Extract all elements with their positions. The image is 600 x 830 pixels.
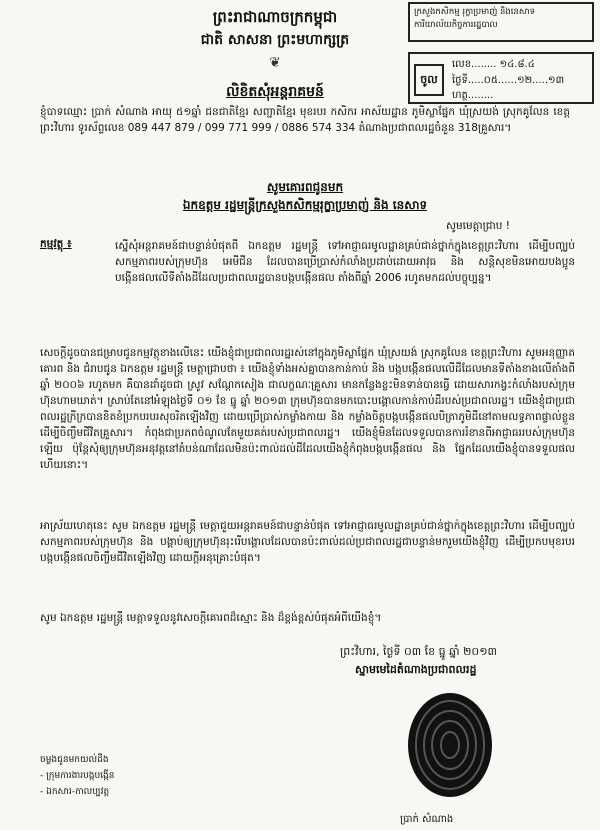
date-line: ព្រះវិហារ, ថ្ងៃទី ០៣ ខែ ធ្នូ ឆ្នាំ ២០១៣: [340, 645, 497, 658]
registration-date: ថ្ងៃទី.....០៥......១២.....១៣: [452, 75, 565, 86]
signer-title: ស្នាមមេដៃតំណាងប្រជាពលរដ្ឋ: [355, 663, 477, 676]
addressee-name: ឯកឧត្តម រដ្ឋមន្ត្រីក្រសួងកសិកម្មរុក្ខាប្រមាញ់ និង នេសាទ: [182, 198, 428, 212]
closing-paragraph: សូម ឯកឧត្តម រដ្ឋមន្ត្រី មេត្តាទទួលនូវសេចក្តីគោរពដ៏ស្មោះ និង ដ៏ខ្ពង់ខ្ពស់បំផុតអំពីយើងខ្ញុំ។: [40, 612, 382, 624]
motto-heading: ជាតិ សាសនា ព្រះមហាក្សត្រ: [200, 32, 350, 48]
registration-tag: ចូល: [414, 64, 444, 96]
cc-item: - ក្រុមការងារបង្កបង្កើន: [40, 771, 115, 781]
cc-item: - ឯកសារ-កាលប្បវត្ត: [40, 787, 110, 797]
body-paragraph-1: សេចក្តីដូចបានជម្រាបជូនកម្មវត្ថុខាងលើនេះ យើងខ្ញុំជាប្រជាពលរដ្ឋរស់នៅក្នុងភូមិស្លាផ្នែក ឃុំស្រយង់ ស្រុកគូលែន ខេត្តព្រះវិហារ សូមអនុញ្ញាតគោរព និង ជំរាបជូន ឯកឧត្តម រដ្ឋមន្ត្រី មេត្តាជ្រាបថា ៖ យើងខ្ញុំទាំងអស់គ្នាបានកាន់កាប់ និង បង្កបង្កើនផលលើដីដែលមានទីតាំងខាងលើតាំងពីឆ្នាំ ២០០៦ រហូតមក គឺបានដាំដូចជា ស្រូវ សណ្តែកសៀង ជាលក្ខណៈគ្រួសារ មានកន្លែងខ្លះមិនទាន់បានធ្វើ ដោយសារកង្វះកំលាំងរបស់ក្រុមហ៊ុនហាមឃាត់។ ស្រាប់តែនៅអំឡុងថ្ងៃទី ០១ ខែ ធ្នូ ឆ្នាំ ២០១៣ ក្រុមហ៊ុនបានមកបោះបង្គោលកាន់កាប់ដីរបស់ប្រជាពលរដ្ឋ។ យើងខ្ញុំជាប្រជាពលរដ្ឋក្រីក្របានខិតខំប្រកបរបរសុចរិតឡើងវិញ ដោយប្រើប្រាស់កម្លាំងកាយ និង កម្លាំងចិត្តបង្កបង្កើនផលបិត្រាភូមិដីនៅតាមលទ្ធភាពផ្ទាល់ខ្លួនដើម្បីចិញ្ចឹមជីវិតគ្រួសារ។ កំពុងជាប្រភពចំណូលតែមួយគត់របស់ប្រជាពលរដ្ឋ។ យើងខ្ញុំមិនដែលទទួលបានការរំខានពីអាជ្ញាធររបស់ក្រុមហ៊ុនឡើយ ប៉ុន្តែសុំឲ្យក្រុមហ៊ុនអនុវត្តនៅតំបន់ណាដែលមិនប៉ះពាល់ដល់ដីដែលយើងខ្ញុំកំពុងបង្កបង្កើនផល និង ផ្នែកដែលយើងខ្ញុំបានទទួលផលហើយនោះ។: [40, 347, 575, 471]
registration-signature: ហត្ថ........: [452, 90, 494, 101]
subject-label: កម្មវត្ថុ ៖: [40, 238, 72, 250]
registration-number: លេខ........ ១៤.៨.៤: [452, 59, 535, 70]
addressee-prefix: សូមគោរពជូនមក: [266, 180, 344, 194]
kingdom-heading: ព្រះរាជាណាចក្រកម្ពុជា: [212, 8, 338, 26]
subject-text: ស្នើសុំអន្តរាគមន៍ជាបន្ទាន់បំផុតពី ឯកឧត្តម រដ្ឋមន្ត្រី ទៅអាជ្ញាធរមូលដ្ឋានគ្រប់ជាន់ថ្នាក់ក្នុងខេត្តព្រះវិហារ ដើម្បីបញ្ឈប់សកម្មភាពរបស់ក្រុមហ៊ុន អេមីជីន ដែលបានប្រើប្រាស់កំលាំងប្រដាប់ដោយអាវុធ និង សន្តិសុខមិនអោយបងប្អូនបង្កើនផលលើទីតាំងដីដែលប្រជាពលរដ្ឋបានបង្កបង្កើនផល តាំងពីឆ្នាំ 2006 រហូតមកដល់បច្ចុប្បន្ន។: [115, 240, 575, 284]
cc-heading: ចម្លងជូនមកយល់ដឹង: [40, 755, 109, 765]
stamp-line-2: ការិយាល័យកិច្ចការរដ្ឋបាល: [414, 20, 498, 30]
ministry-stamp: [408, 2, 594, 42]
body-paragraph-2: អាស្រ័យហេតុនេះ សូម ឯកឧត្តម រដ្ឋមន្ត្រី មេត្តាជួយអន្តរាគមន៍ជាបន្ទាន់បំផុត ទៅអាជ្ញាធរមូលដ្ឋានគ្រប់ជាន់ថ្នាក់ក្នុងខេត្តព្រះវិហារ ដើម្បីបញ្ឈប់សកម្មភាពរបស់ក្រុមហ៊ុន និង បង្គាប់ឲ្យក្រុមហ៊ុនរុះរើបង្គោលដែលបានប៉ះពាល់ដល់ប្រជាពលរដ្ឋជាបន្ទាន់មករួមយើងខ្ញុំវិញ ដើម្បីប្រកបមុខរបរ បង្កបង្កើនផលចិញ្ចឹមជីវិតឡើងវិញ ដោយក្តីអនុគ្រោះបំផុត។: [40, 520, 575, 564]
thumbprint-icon: [395, 683, 505, 828]
stamp-line-1: ក្រសួងកសិកម្ម រុក្ខាប្រមាញ់ និងនេសាទ: [414, 7, 536, 17]
registration-stamp: [408, 52, 594, 104]
polite-greeting: សូមមេត្តាជ្រាប !: [446, 220, 510, 232]
ornament-icon: ❦: [269, 55, 281, 71]
signer-name: ប្រាក់ សំណាង: [400, 814, 454, 825]
letter-title: លិខិតសុំអន្តរាគមន៍: [226, 84, 324, 100]
cc-list: [40, 752, 180, 800]
intro-paragraph: ខ្ញុំបាទឈ្មោះ ប្រាក់ សំណាង អាយុ ៥១ឆ្នាំ ជនជាតិខ្មែរ សញ្ជាតិខ្មែរ មុខរបរ កសិករ អាស័យដ្ឋាន ភូមិស្លាផ្នែក ឃុំស្រយង់ ស្រុកគូលែន ខេត្តព្រះវិហារ ទូរស័ព្ទលេខ 089 447 879 / 099 771 999 / 0886 574 334 តំណាងប្រជាពលរដ្ឋចំនួន 318គ្រួសារ។: [40, 106, 570, 134]
addressee-block: [95, 178, 515, 214]
